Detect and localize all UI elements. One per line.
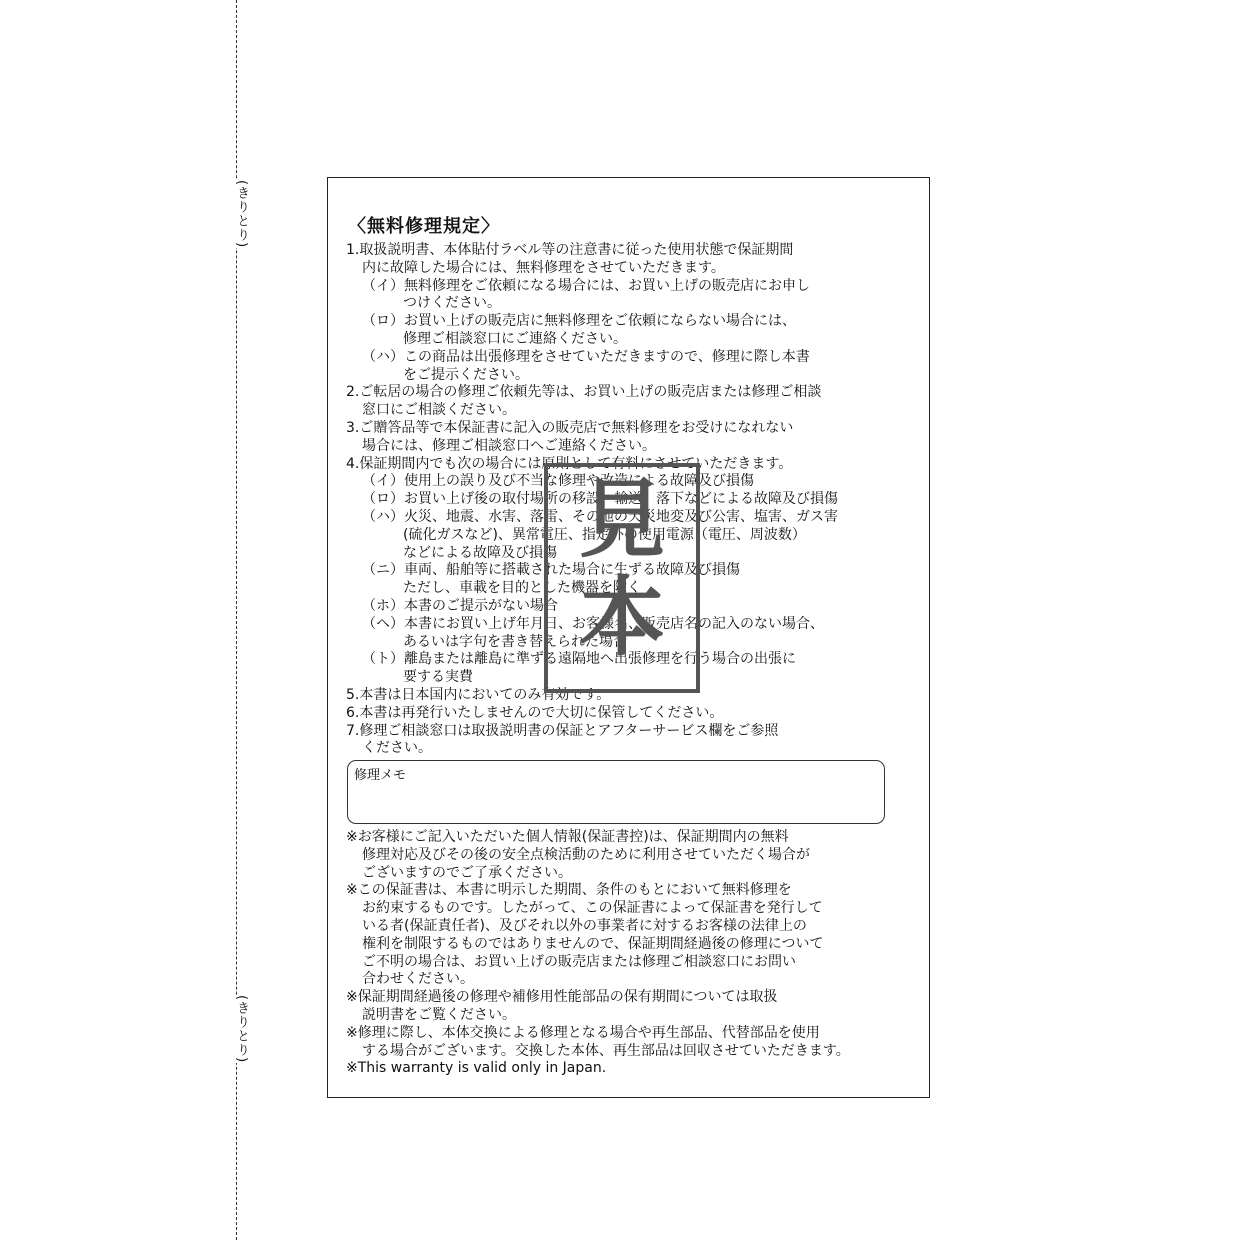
rule-line: （ヘ）本書にお買い上げ年月日、お客様名、販売店名の記入のない場合、 xyxy=(362,615,824,632)
warranty-notes xyxy=(346,829,921,1078)
rule-line: 窓口にご相談ください。 xyxy=(362,402,516,419)
rule-line: 4.保証期間内でも次の場合には原則として有料にさせていただきます。 xyxy=(346,455,793,472)
rule-line: をご提示ください。 xyxy=(403,366,529,383)
note-line: 権利を制限するものではありませんので、保証期間経過後の修理について xyxy=(362,935,824,952)
sample-stamp-text xyxy=(548,471,696,667)
note-line: ございますのでご了承ください。 xyxy=(362,864,572,881)
sample-stamp-char-2: 本 xyxy=(579,568,665,668)
note-line: ※修理に際し、本体交換による修理となる場合や再生部品、代替部品を使用 xyxy=(346,1024,820,1041)
rule-line: (硫化ガスなど)、異常電圧、指定外の使用電源（電圧、周波数） xyxy=(403,526,806,543)
rule-line: 2.ご転居の場合の修理ご依頼先等は、お買い上げの販売店または修理ご相談 xyxy=(346,384,822,401)
note-line: 説明書をご覧ください。 xyxy=(362,1006,516,1023)
rule-line: （ロ）お買い上げの販売店に無料修理をご依頼にならない場合には、 xyxy=(362,313,796,330)
note-line: する場合がございます。交換した本体、再生部品は回収させていただきます。 xyxy=(362,1042,850,1059)
note-line: 合わせください。 xyxy=(362,971,474,988)
rule-line: ただし、車載を目的とした機器を除く xyxy=(403,580,641,597)
rule-line: 場合には、修理ご相談窓口へご連絡ください。 xyxy=(362,437,656,454)
note-line: 修理対応及びその後の安全点検活動のために利用させていただく場合が xyxy=(362,846,810,863)
rule-line: （ニ）車両、船舶等に搭載された場合に生ずる故障及び損傷 xyxy=(362,562,740,579)
warranty-title: 〈無料修理規定〉 xyxy=(348,216,500,237)
cut-label-bottom: (きりとり) xyxy=(224,995,248,1063)
sample-stamp xyxy=(544,463,700,693)
rule-line: 1.取扱説明書、本体貼付ラベル等の注意書に従った使用状態で保証期間 xyxy=(346,242,794,258)
rule-line: 修理ご相談窓口にご連絡ください。 xyxy=(403,330,627,347)
note-line: いる者(保証責任者)、及びそれ以外の事業者に対するお客様の法律上の xyxy=(362,917,807,934)
rule-line: 6.本書は再発行いたしませんので大切に保管してください。 xyxy=(346,704,724,721)
rule-line: ください。 xyxy=(362,740,432,757)
rule-line: あるいは字句を書き替えられた場合 xyxy=(403,633,627,650)
rule-line: （イ）使用上の誤り及び不当な修理や改造による故障及び損傷 xyxy=(362,473,754,490)
rule-line: （イ）無料修理をご依頼になる場合には、お買い上げの販売店にお申し xyxy=(362,277,810,294)
rule-line: などによる故障及び損傷 xyxy=(403,544,557,561)
rule-line: 7.修理ご相談窓口は取扱説明書の保証とアフターサービス欄をご参照 xyxy=(346,722,779,739)
rule-line: 5.本書は日本国内においてのみ有効です。 xyxy=(346,686,611,703)
note-line: ※お客様にご記入いただいた個人情報(保証書控)は、保証期間内の無料 xyxy=(346,829,789,845)
note-line: お約束するものです。したがって、この保証書によって保証書を発行して xyxy=(362,900,823,917)
note-line: ※この保証書は、本書に明示した期間、条件のもとにおいて無料修理を xyxy=(346,882,792,899)
note-line: ※This warranty is valid only in Japan. xyxy=(346,1060,607,1077)
cut-label-top: (きりとり) xyxy=(224,180,248,248)
repair-memo-label: 修理メモ xyxy=(354,768,407,783)
rule-line: （ロ）お買い上げ後の取付場所の移設、輸送、落下などによる故障及び損傷 xyxy=(362,491,838,508)
sample-stamp-char-1: 見 xyxy=(579,470,665,570)
rule-line: つけください。 xyxy=(403,295,501,312)
repair-memo-box xyxy=(347,760,885,824)
rule-line: （ハ）この商品は出張修理をさせていただきますので、修理に際し本書 xyxy=(362,348,810,365)
rule-line: 3.ご贈答品等で本保証書に記入の販売店で無料修理をお受けになれない xyxy=(346,419,794,436)
rule-line: （ホ）本書のご提示がない場合 xyxy=(362,597,558,614)
note-line: ご不明の場合は、お買い上げの販売店または修理ご相談窓口にお問い xyxy=(362,953,796,970)
rule-line: （ハ）火災、地震、水害、落雷、その他の天災地変及び公害、塩害、ガス害 xyxy=(362,508,838,525)
rule-line: （ト）離島または離島に準ずる遠隔地へ出張修理を行う場合の出張に xyxy=(362,651,796,668)
rule-line: 要する実費 xyxy=(403,669,473,686)
rule-line: 内に故障した場合には、無料修理をさせていただきます。 xyxy=(362,259,725,276)
note-line: ※保証期間経過後の修理や補修用性能部品の保有期間については取扱 xyxy=(346,989,778,1006)
